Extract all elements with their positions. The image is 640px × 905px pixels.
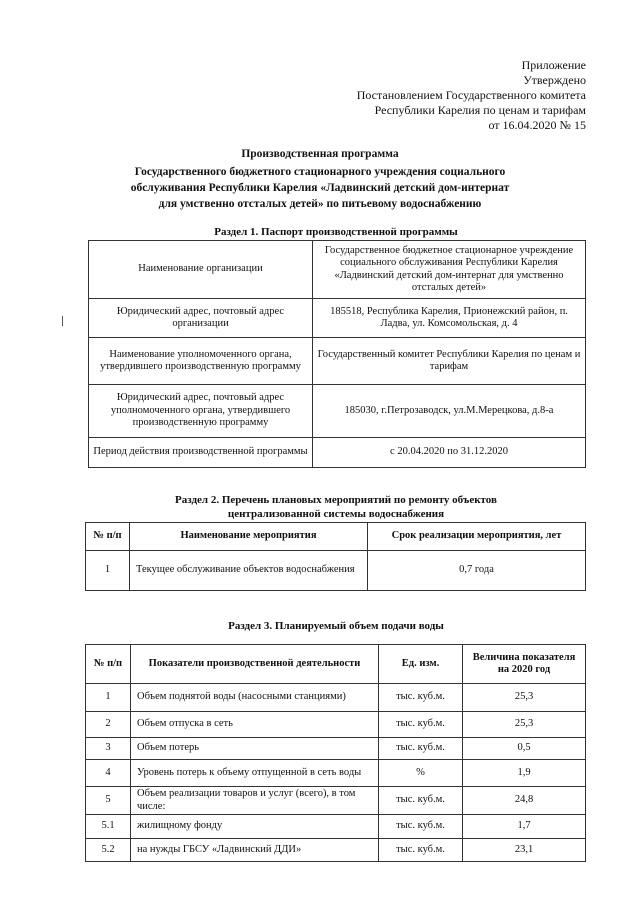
cell-value: 23,1: [463, 839, 586, 862]
cell-value: 25,3: [463, 684, 586, 712]
section2-title-2: централизованной системы водоснабжения: [227, 508, 445, 520]
cell-unit: тыс. куб.м.: [379, 787, 463, 815]
table-row: [89, 241, 586, 299]
cell-n: 5.2: [86, 839, 131, 862]
cell-n: 5: [86, 787, 131, 815]
table-row: [86, 760, 586, 787]
cell-n: 2: [86, 712, 131, 738]
cell-unit: %: [379, 760, 463, 787]
cell-value: 25,3: [463, 712, 586, 738]
cell-value: 1,7: [463, 815, 586, 839]
table-row: [86, 684, 586, 712]
table-row: [86, 551, 586, 591]
cell-unit: тыс. куб.м.: [379, 815, 463, 839]
cell-value: 24,8: [463, 787, 586, 815]
cell-term: 0,7 года: [368, 551, 586, 591]
cell-n: 1: [86, 551, 130, 591]
cell-n: 1: [86, 684, 131, 712]
table-row: [86, 712, 586, 738]
cell-name: жилищному фонду: [131, 815, 379, 839]
scan-mark: [62, 316, 63, 326]
cell-name: Объем отпуска в сеть: [131, 712, 379, 738]
row-label: Наименование уполномоченного органа, утвердившего производственную программу: [89, 338, 313, 385]
col-header: № п/п: [86, 645, 131, 684]
cell-name: Объем потерь: [131, 738, 379, 760]
table-row: [89, 299, 586, 338]
row-value: Государственное бюджетное стационарное учреждение социального обслуживания Республики Карелия «Ладвинский детский дом-интернат для умственно отсталых детей»: [313, 241, 586, 299]
section2-title: Раздел 2. Перечень плановых мероприятий по ремонту объектов: [175, 494, 497, 506]
table-row: [89, 438, 586, 468]
table-row: [86, 738, 586, 760]
cell-value: 1,9: [463, 760, 586, 787]
row-label: Юридический адрес, почтовый адрес уполномоченного органа, утвердившего производственную программу: [89, 385, 313, 438]
header-line: Республики Карелия по ценам и тарифам: [374, 103, 586, 117]
header-line: Постановлением Государственного комитета: [356, 88, 586, 102]
col-header: Показатели производственной деятельности: [131, 645, 379, 684]
section3-title: Раздел 3. Планируемый объем подачи воды: [228, 620, 444, 632]
cell-name: на нужды ГБСУ «Ладвинский ДДИ»: [131, 839, 379, 862]
cell-unit: тыс. куб.м.: [379, 738, 463, 760]
cell-n: 3: [86, 738, 131, 760]
cell-unit: тыс. куб.м.: [379, 684, 463, 712]
table-row: [89, 338, 586, 385]
row-label: Наименование организации: [89, 241, 313, 299]
header-line: от 16.04.2020 № 15: [488, 118, 586, 132]
approval-header: [357, 58, 586, 133]
doc-subtitle-3: для умственно отсталых детей» по питьевому водоснабжению: [158, 198, 482, 210]
row-value: Государственный комитет Республики Карелия по ценам и тарифам: [313, 338, 586, 385]
section1-title: Раздел 1. Паспорт производственной программы: [214, 226, 458, 238]
cell-n: 4: [86, 760, 131, 787]
doc-subtitle-1: Государственного бюджетного стационарного учреждения социального: [134, 166, 506, 178]
doc-title: Производственная программа: [241, 148, 399, 160]
header-line: Утверждено: [523, 73, 586, 87]
measures-table: [85, 522, 586, 591]
cell-name: Объем реализации товаров и услуг (всего), в том числе:: [131, 787, 379, 815]
cell-n: 5.1: [86, 815, 131, 839]
table-row: [86, 839, 586, 862]
table-row: [89, 385, 586, 438]
col-header: Срок реализации мероприятия, лет: [368, 523, 586, 551]
row-value: 185518, Республика Карелия, Прионежский район, п. Ладва, ул. Комсомольская, д. 4: [313, 299, 586, 338]
row-value: 185030, г.Петрозаводск, ул.М.Мерецкова, д.8-а: [313, 385, 586, 438]
water-volume-table: [85, 644, 586, 862]
header-line: Приложение: [521, 58, 586, 72]
col-header: Величина показателя на 2020 год: [463, 645, 586, 684]
doc-subtitle-2: обслуживания Республики Карелия «Ладвинский детский дом-интернат: [130, 182, 510, 194]
row-label: Юридический адрес, почтовый адрес организации: [89, 299, 313, 338]
row-value: с 20.04.2020 по 31.12.2020: [313, 438, 586, 468]
cell-unit: тыс. куб.м.: [379, 839, 463, 862]
row-label: Период действия производственной программы: [89, 438, 313, 468]
cell-value: 0,5: [463, 738, 586, 760]
table-header-row: [86, 523, 586, 551]
col-header: № п/п: [86, 523, 130, 551]
table-header-row: [86, 645, 586, 684]
cell-name: Текущее обслуживание объектов водоснабжения: [130, 551, 368, 591]
cell-name: Объем поднятой воды (насосными станциями): [131, 684, 379, 712]
col-header: Ед. изм.: [379, 645, 463, 684]
cell-unit: тыс. куб.м.: [379, 712, 463, 738]
cell-name: Уровень потерь к объему отпущенной в сеть воды: [131, 760, 379, 787]
passport-table: [88, 240, 586, 468]
table-row: [86, 787, 586, 815]
col-header: Наименование мероприятия: [130, 523, 368, 551]
table-row: [86, 815, 586, 839]
